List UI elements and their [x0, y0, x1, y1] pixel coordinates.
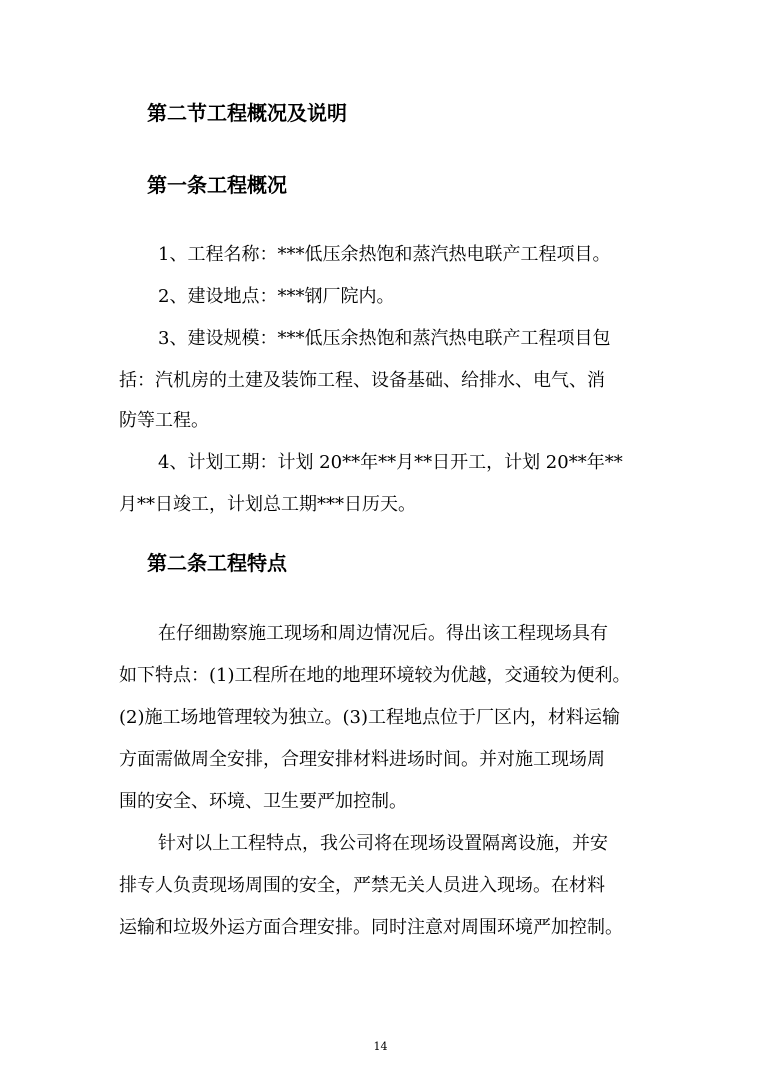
article-2-line-8: 运输和垃圾外运方面合理安排。同时注意对周围环境严加控制。 — [119, 917, 623, 938]
article-1-line-5: 防等工程。 — [119, 410, 209, 431]
article-1-title: 第一条工程概况 — [147, 173, 287, 197]
article-2-line-3: (2)施工场地管理较为独立。(3)工程地点位于厂区内，材料运输 — [119, 707, 620, 728]
article-2-line-1: 在仔细勘察施工现场和周边情况后。得出该工程现场具有 — [158, 623, 608, 644]
article-2-title: 第二条工程特点 — [147, 551, 287, 575]
article-2-line-4: 方面需做周全安排，合理安排材料进场时间。并对施工现场周 — [119, 749, 605, 770]
article-2-line-7: 排专人负责现场周围的安全，严禁无关人员进入现场。在材料 — [119, 875, 605, 896]
article-1-line-2: 2、建设地点：***钢厂院内。 — [158, 286, 395, 307]
article-2-line-2: 如下特点：(1)工程所在地的地理环境较为优越，交通较为便利。 — [119, 665, 631, 686]
article-1-line-4: 括：汽机房的土建及装饰工程、设备基础、给排水、电气、消 — [119, 370, 605, 391]
page-number: 14 — [373, 1040, 388, 1053]
article-2-line-6: 针对以上工程特点，我公司将在现场设置隔离设施，并安 — [158, 833, 608, 854]
article-1-line-3: 3、建设规模：***低压余热饱和蒸汽热电联产工程项目包 — [158, 328, 611, 349]
section-title: 第二节工程概况及说明 — [147, 101, 347, 125]
article-1-line-7: 月**日竣工，计划总工期***日历天。 — [119, 494, 416, 515]
article-1-line-6: 4、计划工期：计划 20**年**月**日开工，计划 20**年** — [158, 452, 623, 473]
article-1-line-1: 1、工程名称：***低压余热饱和蒸汽热电联产工程项目。 — [158, 244, 611, 265]
article-2-line-5: 围的安全、环境、卫生要严加控制。 — [119, 791, 407, 812]
